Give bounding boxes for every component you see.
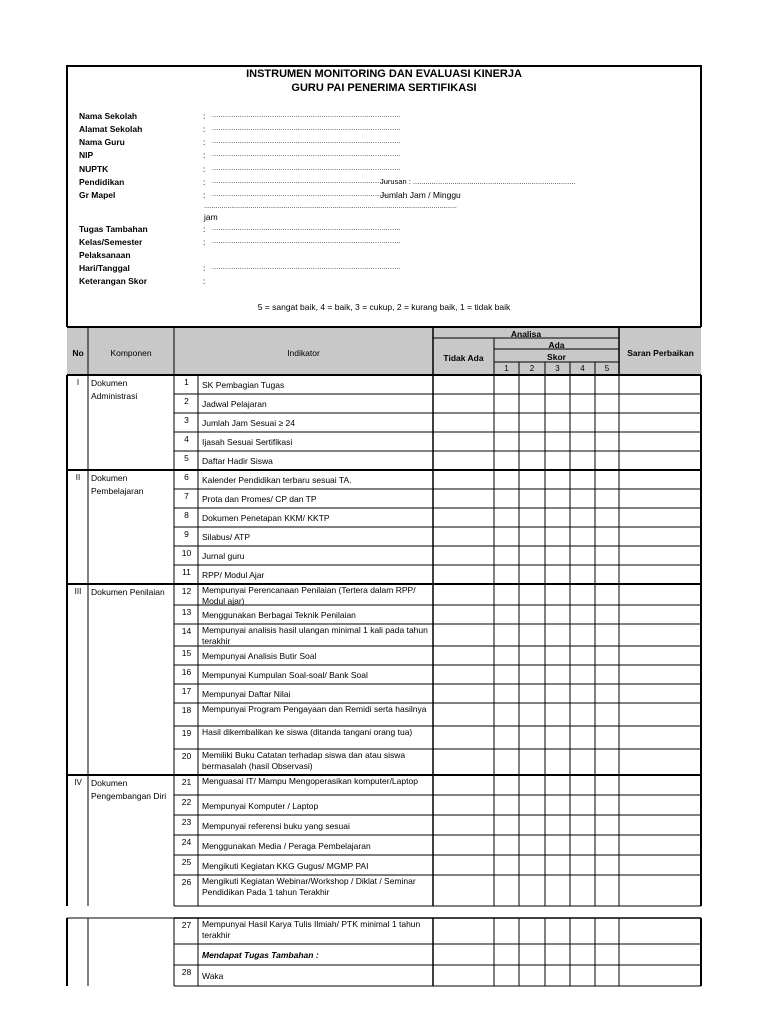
row-number: 27 [181, 920, 192, 930]
field-label: NUPTK [79, 164, 109, 174]
group-number: I [76, 378, 80, 387]
field-dotted-line: .................................................................................. [212, 191, 388, 198]
doc-title-line2: GURU PAI PENERIMA SERTIFIKASI [291, 82, 477, 94]
field-dotted-line: ........................................................................................ [212, 138, 401, 145]
field-dotted-line: ........................................................................................ [212, 151, 401, 158]
indicator-text: Mempunyai Kumpulan Soal-soal/ Bank Soal [202, 670, 368, 680]
indicator-text: Jadwal Pelajaran [202, 399, 267, 409]
field-label: Kelas/Semester [79, 237, 143, 247]
row-number: 9 [184, 529, 189, 539]
jurusan-field: Jurusan : .............................................................................. [380, 177, 576, 186]
jumlah-jam-label: Jumlah Jam / Minggu [380, 190, 461, 200]
field-colon: : [203, 263, 206, 273]
field-colon: : [203, 190, 206, 200]
group-component: Dokumen Pembelajaran [91, 473, 144, 496]
indicator-text: Jumlah Jam Sesuai ≥ 24 [202, 418, 296, 428]
row-number: 12 [181, 586, 192, 596]
field-label: Pelaksanaan [79, 250, 131, 260]
score-header-1: 1 [504, 364, 509, 373]
col-header-indikator: Indikator [287, 348, 320, 358]
field-colon: : [203, 137, 206, 147]
field-label: Nama Sekolah [79, 111, 138, 121]
jam-label: jam [204, 212, 218, 222]
row-number: 3 [184, 415, 189, 425]
row-number: 26 [181, 877, 192, 887]
field-dotted-line: ........................................................................................ [212, 238, 401, 245]
indicator-text: Menguasai IT/ Mampu Mengoperasikan komputer/Laptop [202, 776, 418, 786]
score-header-5: 5 [604, 364, 610, 373]
indicator-text: Mempunyai Analisis Butir Soal [202, 651, 317, 661]
field-colon: : [203, 177, 206, 187]
indicator-text: Menggunakan Berbagai Teknik Penilaian [202, 610, 356, 620]
row-number: 22 [181, 797, 192, 807]
indicator-text: Hasil dikembalikan ke siswa (ditanda tangani orang tua) [202, 727, 413, 737]
field-dotted-line: ........................................................................................ [212, 264, 401, 271]
field-colon: : [203, 237, 206, 247]
row-number: 20 [181, 751, 192, 761]
indicator-text: Mempunyai Komputer / Laptop [202, 800, 319, 811]
indicator-text: Mempunyai Daftar Nilai [202, 689, 291, 699]
field-label: Pendidikan [79, 177, 125, 187]
row-number: 24 [181, 837, 192, 847]
indicator-text: Jurnal guru [202, 551, 245, 561]
field-dotted-line: .................................................................................. [212, 178, 388, 185]
field-label: Keterangan Skor [79, 276, 148, 286]
col-header-no: No [72, 348, 84, 358]
field-label: Tugas Tambahan [79, 224, 148, 234]
row-number: 16 [181, 667, 192, 677]
row-number: 25 [181, 857, 192, 867]
group-component: Dokumen Penilaian [91, 587, 165, 597]
field-label: NIP [79, 150, 94, 160]
col-header-tidak-ada: Tidak Ada [443, 353, 484, 363]
field-colon: : [203, 224, 206, 234]
row-number: 1 [184, 377, 189, 387]
row-number: 5 [184, 453, 189, 463]
row-number: 6 [184, 472, 189, 482]
group-component: Dokumen Administrasi [91, 378, 138, 401]
indicator-text: Silabus/ ATP [202, 532, 251, 542]
field-label: Gr Mapel [79, 190, 116, 200]
field-dotted-line: ........................................................................................ [212, 112, 401, 119]
field-label: Hari/Tanggal [79, 263, 130, 273]
doc-title-line1: INSTRUMEN MONITORING DAN EVALUASI KINERJA [246, 68, 522, 80]
field-colon: : [203, 124, 206, 134]
indicator-text: Mengikuti Kegiatan KKG Gugus/ MGMP PAI [202, 860, 369, 871]
indicator-text: Mempunyai Hasil Karya Tulis Ilmiah/ PTK minimal 1 tahun terakhir [202, 919, 421, 940]
group-component: Dokumen Pengembangan Diri [91, 778, 167, 801]
group-number: II [75, 473, 81, 482]
row-number: 13 [181, 607, 192, 617]
field-label: Alamat Sekolah [79, 124, 143, 134]
indicator-text: Kalender Pendidikan terbaru sesuai TA. [202, 475, 352, 485]
row-number: 21 [181, 777, 192, 787]
row-number: 15 [181, 648, 192, 658]
row-number: 14 [181, 626, 192, 636]
indicator-text: Memiliki Buku Catatan terhadap siswa dan atau siswa bermasalah (hasil Observasi) [202, 750, 406, 771]
jumlah-jam-dots: .................................................................................................................................. [204, 203, 457, 210]
indicator-text: Prota dan Promes/ CP dan TP [202, 494, 317, 504]
indicator-text: Waka [202, 971, 224, 981]
col-header-saran: Saran Perbaikan [627, 348, 694, 358]
field-colon: : [203, 111, 206, 121]
row-number: 7 [184, 491, 189, 501]
group-number: III [74, 587, 82, 596]
col-header-analisa: Analisa [510, 329, 542, 339]
field-colon: : [203, 164, 206, 174]
field-label: Nama Guru [79, 137, 125, 147]
row-number: 17 [181, 686, 192, 696]
score-header-4: 4 [580, 364, 585, 373]
indicator-text: Dokumen Penetapan KKM/ KKTP [202, 513, 330, 523]
row-number: 19 [181, 728, 192, 738]
row-number: 18 [181, 705, 192, 715]
indicator-text: Menggunakan Media / Peraga Pembelajaran [202, 840, 371, 851]
group-number: IV [74, 778, 82, 787]
field-colon: : [203, 150, 206, 160]
indicator-text: RPP/ Modul Ajar [202, 570, 265, 580]
indicator-text: Mendapat Tugas Tambahan : [202, 950, 319, 960]
indicator-text: Mempunyai referensi buku yang sesuai [202, 820, 350, 831]
field-dotted-line: ........................................................................................ [212, 165, 401, 172]
row-number: 2 [184, 396, 189, 406]
indicator-text: Mengikuti Kegiatan Webinar/Workshop / Diklat / Seminar Pendidikan Pada 1 tahun Terakhir [202, 876, 416, 897]
col-header-komponen: Komponen [110, 348, 152, 358]
row-number: 10 [181, 548, 192, 558]
row-number: 28 [181, 967, 192, 977]
row-number: 4 [184, 434, 189, 444]
indicator-text: Ijasah Sesuai Sertifikasi [202, 437, 293, 447]
indicator-text: SK Pembagian Tugas [202, 380, 285, 390]
field-dotted-line: ........................................................................................ [212, 225, 401, 232]
row-number: 23 [181, 817, 192, 827]
indicator-text: Mempunyai Program Pengayaan dan Remidi serta hasilnya [202, 704, 427, 714]
field-dotted-line: ........................................................................................ [212, 125, 401, 132]
col-header-skor: Skor [547, 352, 566, 362]
indicator-text: Mempunyai analisis hasil ulangan minimal 1 kali pada tahun terakhir [202, 625, 428, 646]
indicator-text: Daftar Hadir Siswa [202, 456, 273, 466]
score-scale-legend: 5 = sangat baik, 4 = baik, 3 = cukup, 2 = kurang baik, 1 = tidak baik [257, 302, 511, 312]
field-colon: : [203, 276, 206, 286]
row-number: 8 [184, 510, 189, 520]
col-header-ada: Ada [548, 340, 565, 350]
row-number: 11 [182, 567, 191, 577]
score-header-3: 3 [555, 364, 560, 373]
score-header-2: 2 [529, 364, 535, 373]
indicator-text: Mempunyai Perencanaan Penilaian (Tertera dalam RPP/ Modul ajar) [202, 585, 416, 606]
